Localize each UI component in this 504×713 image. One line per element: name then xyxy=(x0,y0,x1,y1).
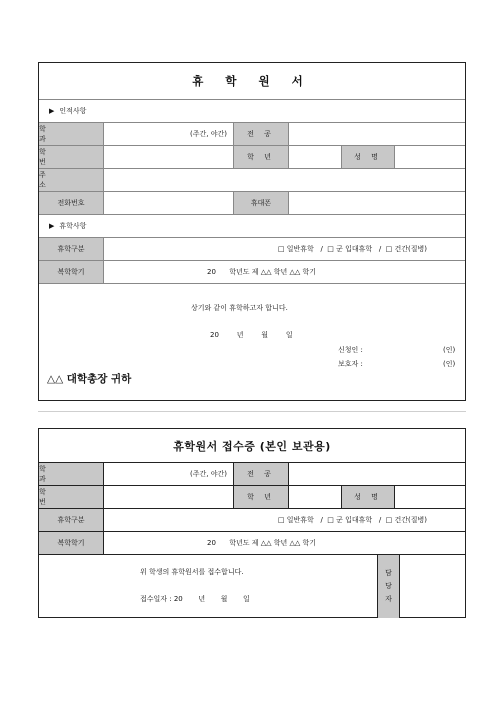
staff-label-char: 담 xyxy=(385,569,392,577)
leave-type-checkboxes[interactable]: □ 일반휴학 / □ 군 입대휴학 / □ 건간(질병) xyxy=(277,516,427,524)
applicant-label: 신청인 : xyxy=(338,346,363,354)
received-date[interactable]: 접수일자 : 20 년 월 일 xyxy=(140,595,250,603)
student-no-label: 학 번 xyxy=(39,486,104,508)
major-label: 전 공 xyxy=(234,123,289,145)
staff-sign-box[interactable] xyxy=(400,555,465,618)
staff-label-char: 자 xyxy=(385,595,392,603)
dept-label: 학 과 xyxy=(39,463,104,485)
year-field[interactable] xyxy=(289,146,342,168)
receipt-title: 휴학원서 접수증 (본인 보관용) xyxy=(173,439,331,453)
leave-application-form xyxy=(38,62,466,401)
applicant-seal: (인) xyxy=(443,346,456,354)
return-term-label: 복학학기 xyxy=(39,261,104,283)
received-text: 위 학생의 휴학원서를 접수합니다. xyxy=(140,568,244,576)
form-title: 휴 학 원 서 xyxy=(192,74,312,88)
section-personal-info xyxy=(39,100,465,123)
row-dept-major xyxy=(39,463,465,486)
receipt-title-row xyxy=(39,429,465,463)
year-label: 학 년 xyxy=(234,486,289,508)
row-leave-type xyxy=(39,238,465,261)
cut-line xyxy=(38,411,466,412)
name-label: 성 명 xyxy=(342,146,395,168)
staff-label xyxy=(378,555,400,618)
row-phone xyxy=(39,192,465,215)
section-label: 휴학사항 xyxy=(59,222,87,230)
student-no-field[interactable] xyxy=(104,486,234,508)
row-return-term xyxy=(39,261,465,284)
dept-shift-text: (주간, 야간) xyxy=(190,470,227,478)
triangle-icon: ▶ xyxy=(49,222,55,230)
return-term-label: 복학학기 xyxy=(39,532,104,554)
request-area xyxy=(39,284,465,399)
row-student-info xyxy=(39,146,465,169)
return-term-text: 20 학년도 제 △△ 학년 △△ 학기 xyxy=(207,268,317,276)
section-label: 인적사항 xyxy=(59,107,87,115)
name-field[interactable] xyxy=(395,486,465,508)
return-term-text: 20 학년도 제 △△ 학년 △△ 학기 xyxy=(207,539,317,547)
leave-type-options[interactable] xyxy=(104,509,465,531)
guardian-seal: (인) xyxy=(443,360,456,368)
address-label: 주 소 xyxy=(39,169,104,191)
dept-shift-text: (주간, 야간) xyxy=(190,130,227,138)
section-leave-info xyxy=(39,215,465,238)
leave-receipt-form xyxy=(38,428,466,618)
mobile-field[interactable] xyxy=(289,192,465,214)
row-student-info xyxy=(39,486,465,509)
return-term-field[interactable] xyxy=(104,261,465,283)
major-field[interactable] xyxy=(289,123,465,145)
leave-type-checkboxes[interactable]: □ 일반휴학 / □ 군 입대휴학 / □ 건간(질병) xyxy=(277,245,427,253)
receipt-statement xyxy=(39,555,378,618)
mobile-label: 휴대폰 xyxy=(234,192,289,214)
request-date[interactable]: 20 년 월 일 xyxy=(210,331,293,339)
major-field[interactable] xyxy=(289,463,465,485)
row-return-term xyxy=(39,532,465,555)
staff-label-char: 당 xyxy=(385,582,392,590)
triangle-icon: ▶ xyxy=(49,107,55,115)
return-term-field[interactable] xyxy=(104,532,465,554)
year-field[interactable] xyxy=(289,486,342,508)
phone-label: 전화번호 xyxy=(39,192,104,214)
dept-field[interactable] xyxy=(104,463,234,485)
address-field[interactable] xyxy=(104,169,465,191)
dept-label: 학 과 xyxy=(39,123,104,145)
name-field[interactable] xyxy=(395,146,465,168)
row-dept-major xyxy=(39,123,465,146)
phone-field[interactable] xyxy=(104,192,234,214)
row-address xyxy=(39,169,465,192)
leave-type-label: 휴학구분 xyxy=(39,238,104,260)
leave-type-options[interactable] xyxy=(104,238,465,260)
year-label: 학 년 xyxy=(234,146,289,168)
name-label: 성 명 xyxy=(342,486,395,508)
receipt-area xyxy=(39,555,465,618)
student-no-label: 학 번 xyxy=(39,146,104,168)
leave-type-label: 휴학구분 xyxy=(39,509,104,531)
student-no-field[interactable] xyxy=(104,146,234,168)
closing-address: △△ 대학총장 귀하 xyxy=(47,373,132,385)
form-title-row xyxy=(39,63,465,100)
request-text: 상기와 같이 휴학하고자 합니다. xyxy=(191,304,288,312)
guardian-label: 보호자 : xyxy=(338,360,363,368)
dept-field[interactable] xyxy=(104,123,234,145)
major-label: 전 공 xyxy=(234,463,289,485)
row-leave-type xyxy=(39,509,465,532)
